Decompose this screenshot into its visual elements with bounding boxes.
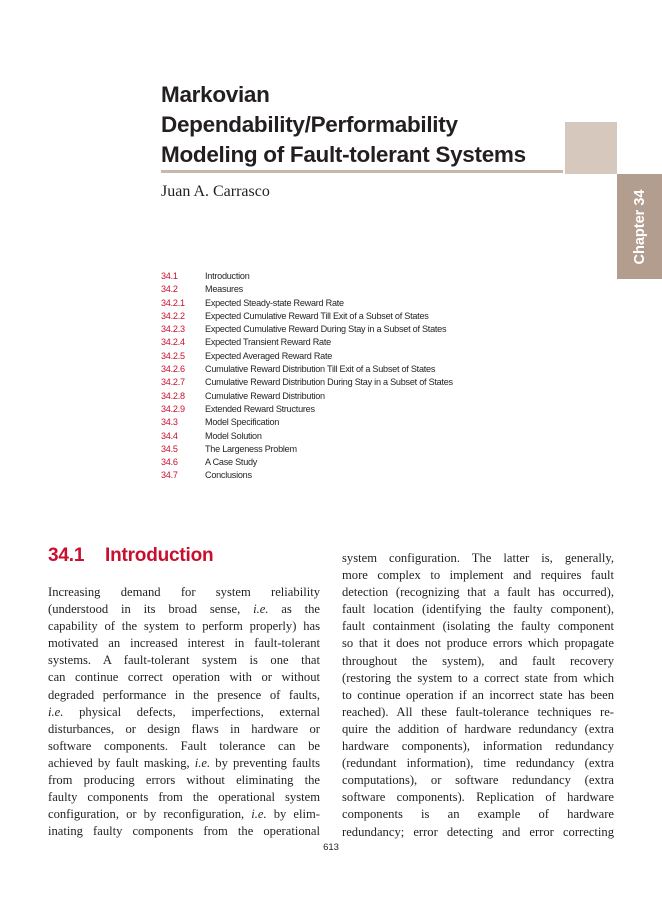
body-text-line: configuration, or by reconfiguration, i.e. by elim- xyxy=(48,807,320,822)
toc-entry-title: Expected Cumulative Reward During Stay in a Subset of States xyxy=(205,324,447,335)
chapter-title-line: Dependability/Performability xyxy=(161,112,458,137)
body-text-line: redundancy; error detecting and error correcting xyxy=(342,824,614,839)
toc-entry-number: 34.2.1 xyxy=(161,297,185,308)
body-text-line: detection (recognizing that a fault has occurred), xyxy=(342,585,614,600)
body-text-line: reached). All these fault-tolerance techniques re- xyxy=(342,704,614,719)
toc-entry-title: Cumulative Reward Distribution Till Exit of a Subset of States xyxy=(205,364,436,375)
toc-entry-title: Introduction xyxy=(205,271,250,281)
body-text-line: so that it does not produce errors which propagate xyxy=(342,636,614,651)
toc-entry-number: 34.5 xyxy=(161,443,178,454)
toc-entry-title: Expected Transient Reward Rate xyxy=(205,337,331,348)
toc-entry xyxy=(161,323,453,336)
toc-entry xyxy=(161,270,453,283)
body-text-line: more complex to implement and requires fault xyxy=(342,568,614,583)
toc-entry-title: Model Specification xyxy=(205,417,280,428)
toc-entry-number: 34.1 xyxy=(161,271,178,281)
body-text-line: degraded performance in the presence of faults, xyxy=(48,687,320,702)
body-text-line: can continue correct operation with or without xyxy=(48,670,320,685)
chapter-title-line: Modeling of Fault-tolerant Systems xyxy=(161,142,526,167)
body-text-line: to continue operation if an incorrect state has been xyxy=(342,687,614,702)
body-text-line: fault location (identifying the faulty component), xyxy=(342,602,614,617)
section-heading xyxy=(48,544,213,568)
toc-entry xyxy=(161,363,453,376)
toc-entry-number: 34.2.2 xyxy=(161,310,185,321)
body-text-line: (redundant information), time redundancy (extra xyxy=(342,756,614,771)
body-text-line: (restoring the system to a correct state from which xyxy=(342,670,614,685)
toc-entry-title: Cumulative Reward Distribution xyxy=(205,390,325,401)
body-text-line: throughout the system), and fault recovery xyxy=(342,653,614,668)
table-of-contents xyxy=(161,270,453,483)
toc-entry xyxy=(161,350,453,363)
toc-entry-number: 34.3 xyxy=(161,417,178,428)
body-text-line: software components). Replication of hardware xyxy=(342,790,614,805)
toc-entry xyxy=(161,376,453,389)
toc-entry-number: 34.2.7 xyxy=(161,377,185,388)
toc-entry xyxy=(161,430,453,443)
body-text-line: (understood in its broad sense, i.e. as the xyxy=(48,602,320,617)
body-text-line: system configuration. The latter is, generally, xyxy=(342,551,614,565)
body-text-line: quire the addition of hardware redundancy (extra xyxy=(342,721,614,736)
body-text-line: motivated an increased interest in fault-tolerant xyxy=(48,636,320,651)
chapter-title-line: Markovian xyxy=(161,82,270,107)
chapter-title xyxy=(161,80,561,170)
toc-entry-title: Model Solution xyxy=(205,430,262,441)
section-title: Introduction xyxy=(105,545,214,566)
section-number: 34.1 xyxy=(48,545,85,566)
toc-entry-title: Cumulative Reward Distribution During Stay in a Subset of States xyxy=(205,377,453,388)
chapter-tab-label: Chapter 34 xyxy=(631,189,648,264)
toc-entry xyxy=(161,297,453,310)
body-text-line: components is an example of hardware xyxy=(342,807,614,822)
body-text-line: inating faulty components from the operational xyxy=(48,824,320,839)
chapter-tab-light-block xyxy=(565,122,617,174)
body-text-line: from producing errors without eliminating the xyxy=(48,773,320,788)
toc-entry-title: Expected Steady-state Reward Rate xyxy=(205,297,344,308)
body-text-line: software components. Fault tolerance can be xyxy=(48,738,320,753)
toc-entry-title: Expected Cumulative Reward Till Exit of a Subset of States xyxy=(205,310,429,321)
toc-entry-title: Conclusions xyxy=(205,470,252,481)
body-column-left xyxy=(48,584,320,840)
toc-entry-number: 34.4 xyxy=(161,430,178,441)
toc-entry xyxy=(161,416,453,429)
body-text-line: disturbances, or design flaws in hardware or xyxy=(48,721,320,736)
toc-entry-title: A Case Study xyxy=(205,457,258,468)
toc-entry xyxy=(161,390,453,403)
toc-entry-number: 34.7 xyxy=(161,470,178,481)
body-text-line: fault containment (isolating the faulty component xyxy=(342,619,614,634)
toc-entry-number: 34.2.5 xyxy=(161,350,185,361)
body-text-line: achieved by fault masking, i.e. by preventing faults xyxy=(48,755,320,770)
toc-entry-number: 34.2.8 xyxy=(161,390,185,401)
toc-entry-number: 34.2.4 xyxy=(161,337,185,348)
title-rule xyxy=(161,170,563,173)
toc-entry xyxy=(161,469,453,482)
body-text-line: hardware components), information redundancy xyxy=(342,739,614,754)
chapter-author: Juan A. Carrasco xyxy=(161,183,270,200)
body-column-right xyxy=(342,550,614,841)
toc-entry-title: The Largeness Problem xyxy=(205,443,297,454)
page-number: 613 xyxy=(323,842,339,853)
body-text-line: computations), or software redundancy (extra xyxy=(342,773,614,788)
toc-entry-number: 34.2.3 xyxy=(161,324,185,335)
toc-entry-title: Extended Reward Structures xyxy=(205,403,315,414)
toc-entry-number: 34.6 xyxy=(161,457,178,468)
toc-entry xyxy=(161,283,453,296)
toc-entry-title: Measures xyxy=(205,284,243,295)
toc-entry xyxy=(161,456,453,469)
toc-entry-number: 34.2 xyxy=(161,284,178,295)
toc-entry xyxy=(161,443,453,456)
body-text-line: capability of the system to perform properly) has xyxy=(48,619,320,634)
body-text-line: systems. A fault-tolerant system is one that xyxy=(48,653,320,668)
toc-entry-number: 34.2.6 xyxy=(161,364,185,375)
toc-entry xyxy=(161,336,453,349)
body-text-line: Increasing demand for system reliability xyxy=(48,585,320,599)
toc-entry-number: 34.2.9 xyxy=(161,403,185,414)
toc-entry-title: Expected Averaged Reward Rate xyxy=(205,350,333,361)
body-text-line: faulty components from the operational system xyxy=(48,790,320,805)
body-text-line: i.e. physical defects, imperfections, external xyxy=(48,704,320,719)
toc-entry xyxy=(161,403,453,416)
toc-entry xyxy=(161,310,453,323)
